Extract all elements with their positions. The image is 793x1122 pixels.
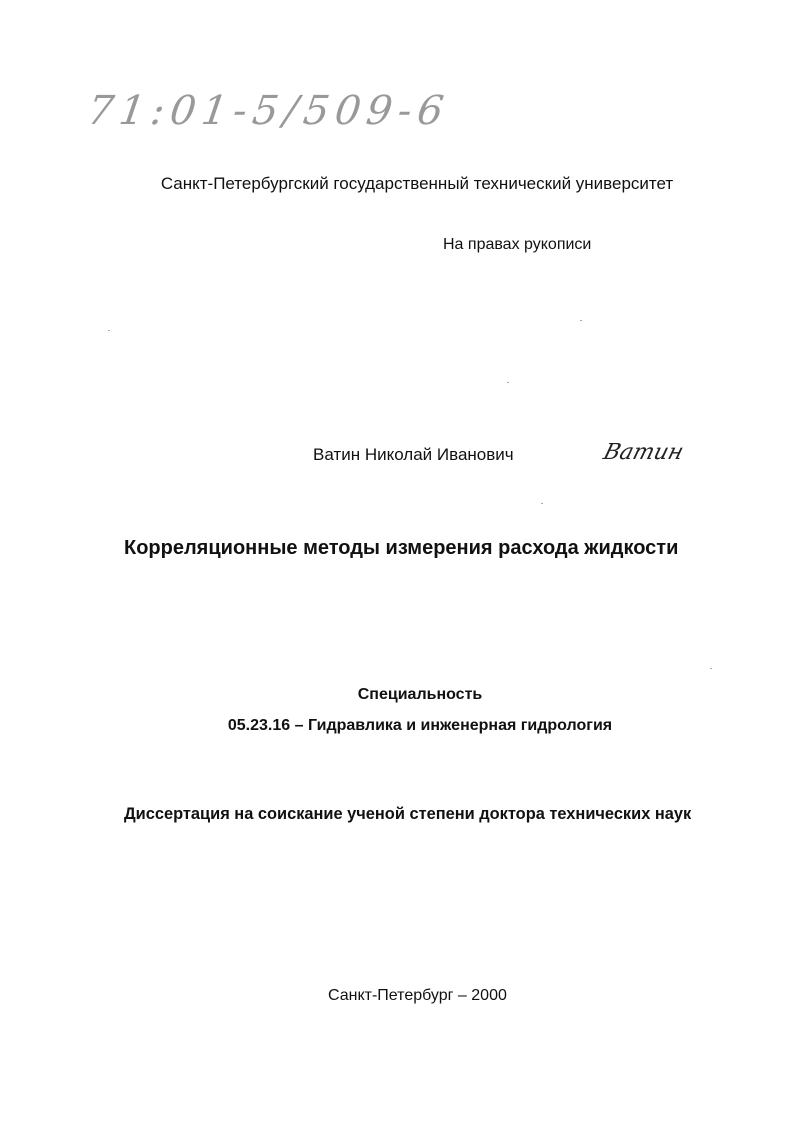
specialty-code: 05.23.16 – Гидравлика и инженерная гидрология: [227, 717, 613, 734]
author-name: Ватин Николай Иванович: [313, 445, 514, 464]
degree-statement: Диссертация на соискание ученой степени доктора технических наук: [124, 805, 692, 823]
scan-speck: [108, 330, 110, 331]
dissertation-title: Корреляционные методы измерения расхода жидкости: [124, 537, 679, 559]
city-year: Санкт-Петербург – 2000: [328, 987, 507, 1004]
rights-note: На правах рукописи: [443, 236, 592, 253]
scan-speck: [580, 320, 582, 321]
author-signature: Ватин: [600, 440, 687, 465]
scan-speck: [507, 382, 509, 383]
specialty-label: Специальность: [357, 686, 483, 703]
handwritten-archive-number: 71:01-5/509-6: [84, 88, 453, 134]
scan-speck: [541, 503, 543, 504]
scan-speck: [710, 668, 712, 669]
university-name: Санкт-Петербургский государственный технический университет: [160, 174, 674, 193]
